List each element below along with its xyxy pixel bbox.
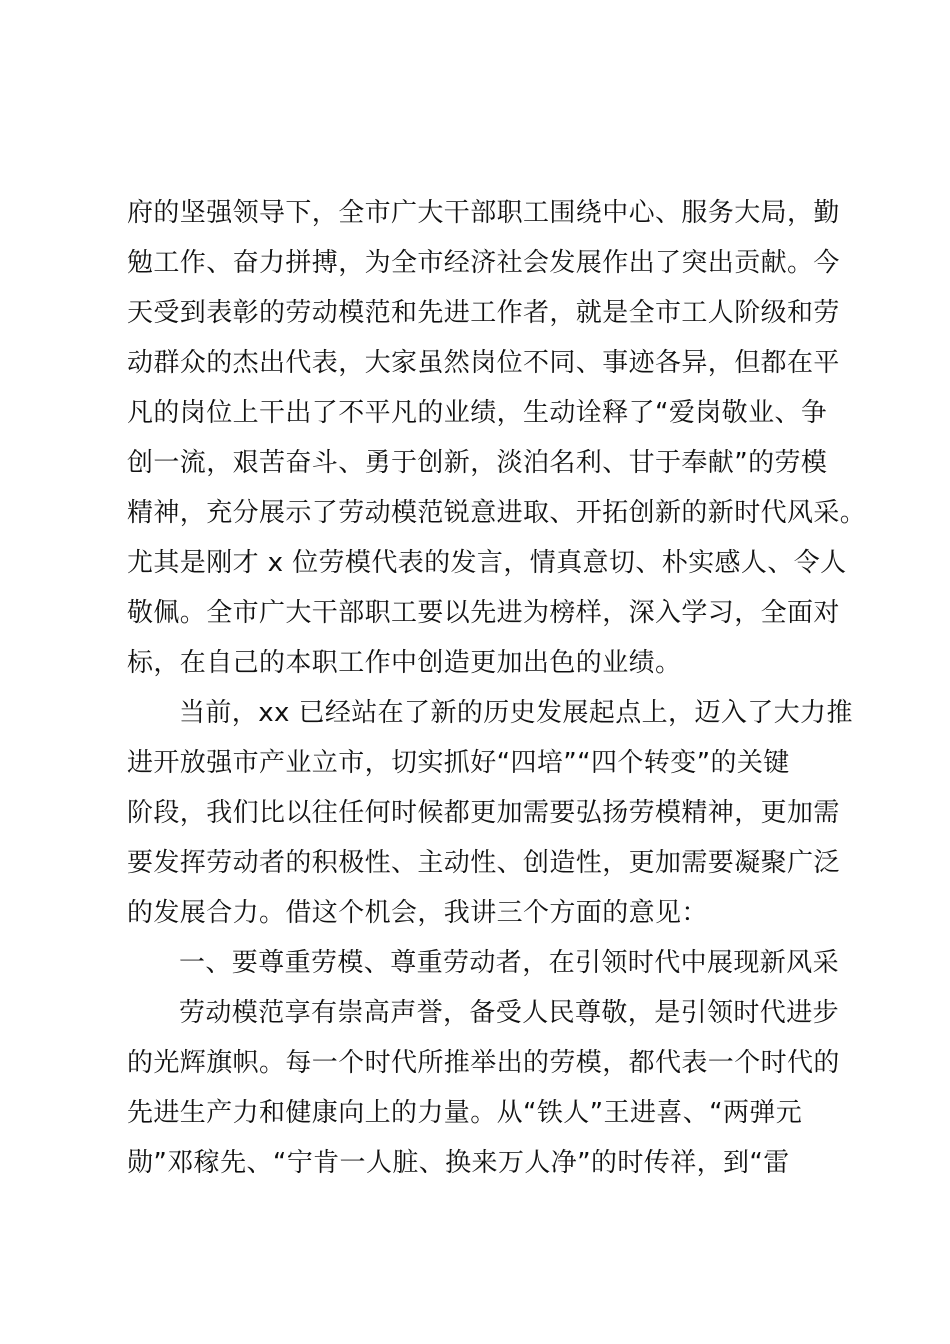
text-line: 的发展合力。借这个机会，我讲三个方面的意见： [127,898,708,928]
text-line: 创一流，艰苦奋斗、勇于创新，淡泊名利、甘于奉献”的劳模 [127,448,828,478]
paragraph-first-line: 劳动模范享有崇高声誉，备受人民尊敬，是引领时代进步 [179,998,840,1028]
text-line: 勋”邓稼先、“宁肯一人脏、换来万人净”的时传祥，到“雷 [127,1148,790,1178]
text-line: 先进生产力和健康向上的力量。从“铁人”王进喜、“两弹元 [127,1098,803,1128]
text-line: 精神，充分展示了劳动模范锐意进取、开拓创新的新时代风采。 [127,498,867,528]
text-line: 标，在自己的本职工作中创造更加出色的业绩。 [127,648,682,678]
text-line: 动群众的杰出代表，大家虽然岗位不同、事迹各异，但都在平 [127,348,840,378]
text-line: 天受到表彰的劳动模范和先进工作者，就是全市工人阶级和劳 [127,298,840,328]
text-line: 敬佩。全市广大干部职工要以先进为榜样，深入学习，全面对 [127,598,840,628]
text-line: 凡的岗位上干出了不平凡的业绩，生动诠释了“爱岗敬业、争 [127,398,828,428]
document-body [127,188,867,1188]
text-line: 勉工作、奋力拼搏，为全市经济社会发展作出了突出贡献。今 [127,248,840,278]
text-line: 的光辉旗帜。每一个时代所推举出的劳模，都代表一个时代的 [127,1048,840,1078]
paragraph-first-line: 当前，xx 已经站在了新的历史发展起点上，迈入了大力推 [179,698,853,728]
text-line: 尤其是刚才 x 位劳模代表的发言，情真意切、朴实感人、令人 [127,548,847,578]
section-heading: 一、要尊重劳模、尊重劳动者，在引领时代中展现新风采 [179,948,840,978]
text-line: 阶段，我们比以往任何时候都更加需要弘扬劳模精神，更加需 [127,798,840,828]
text-line: 进开放强市产业立市，切实抓好“四培”“四个转变”的关键 [127,748,790,778]
text-line: 府的坚强领导下，全市广大干部职工围绕中心、服务大局，勤 [127,198,840,228]
text-line: 要发挥劳动者的积极性、主动性、创造性，更加需要凝聚广泛 [127,848,840,878]
